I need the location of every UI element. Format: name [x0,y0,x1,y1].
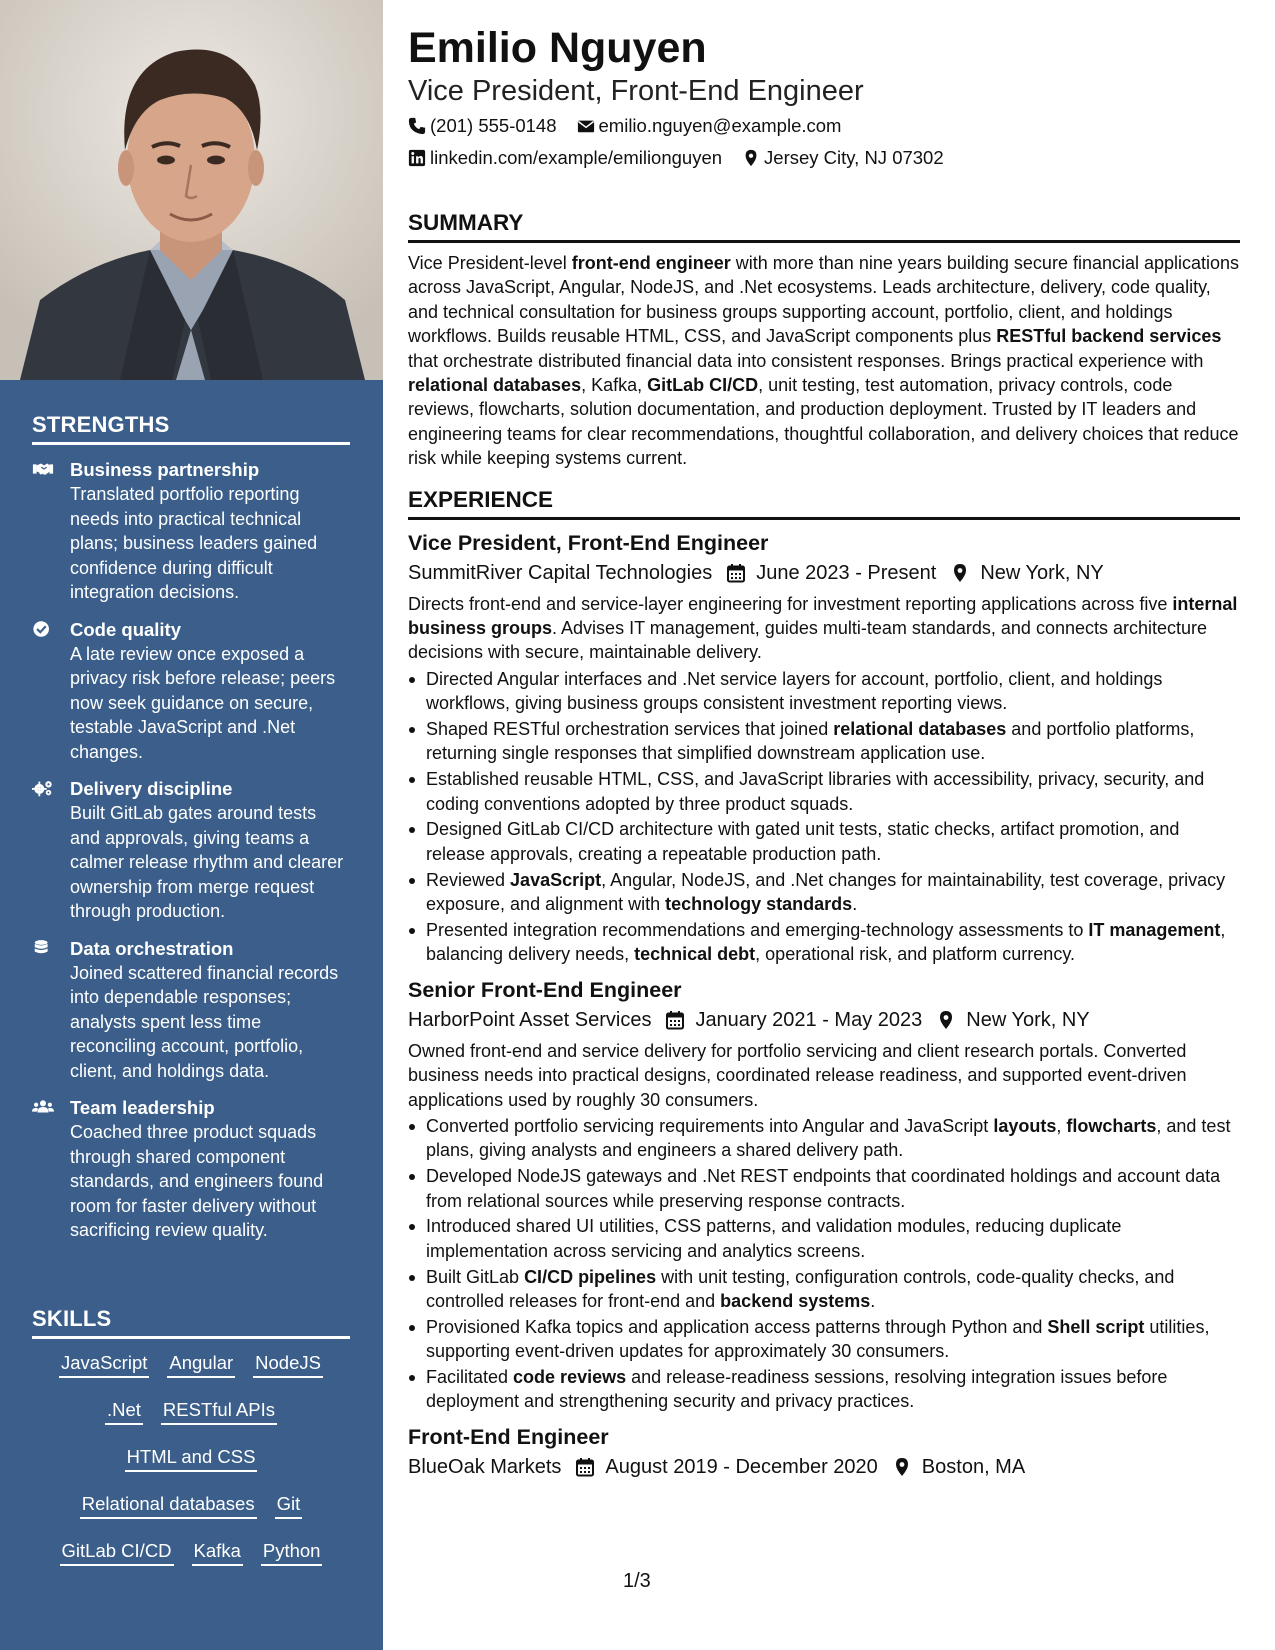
envelope-icon [577,117,595,135]
summary-section [408,210,1240,471]
job-entry [408,975,1240,1414]
calendar-icon [726,563,746,583]
strength-item [32,1095,350,1243]
sidebar [0,0,383,1650]
strengths-heading: STRENGTHS [32,412,350,445]
job-location: New York, NY [966,1008,1090,1031]
phone-contact[interactable] [408,112,557,140]
users-icon [32,1095,70,1243]
job-meta [408,1005,1240,1035]
email-contact[interactable] [577,112,842,140]
check-circle-icon [32,617,70,765]
job-entry [408,1422,1240,1482]
strength-item [32,776,350,924]
job-title: Vice President, Front-End Engineer [408,530,769,555]
job-company: HarborPoint Asset Services [408,1008,652,1031]
map-pin-icon [936,1010,956,1030]
job-bullets [408,667,1240,967]
phone-text: (201) 555-0148 [430,115,557,136]
bullet-item: Established reusable HTML, CSS, and JavaScript libraries with accessibility, privacy, security, and coding conventions adopted by three product squads. [408,767,1240,816]
skill-tag: HTML and CSS [125,1445,258,1472]
job-location: New York, NY [980,561,1104,584]
bullet-item: Reviewed JavaScript, Angular, NodeJS, and .Net changes for maintainability, test coverage, privacy exposure, and alignment with technology standards. [408,868,1240,917]
strength-title: Team leadership [70,1097,215,1118]
location-contact [742,144,944,172]
strength-text: Translated portfolio reporting needs into practical technical plans; business leaders gained confidence during difficult integration decisions. [70,484,318,602]
job-dates: January 2021 - May 2023 [695,1008,923,1031]
database-icon [32,936,70,1084]
skill-tag: NodeJS [253,1351,323,1378]
map-pin-icon [742,149,760,167]
skills-heading: SKILLS [32,1306,350,1339]
skill-tag: .Net [105,1398,143,1425]
contact-row [408,144,1240,172]
page-number: 1/3 [623,1570,651,1592]
summary-text: Vice President-level front-end engineer with more than nine years building secure financial applications across JavaScript, Angular, NodeJS, and .Net ecosystems. Leads architecture, delivery, code quality, and technical consultation for business groups supporting account, portfolio, client, and holdings workflows. Builds reusable HTML, CSS, and JavaScript components plus RESTful backend services that orchestrate distributed financial data into consistent responses. Brings practical experience with relational databases, Kafka, GitLab CI/CD, unit testing, test automation, privacy controls, code reviews, flowcharts, solution documentation, and production deployment. Trusted by IT leaders and engineering teams for clear recommendations, thoughtful collaboration, and delivery choices that reduce risk while keeping systems current. [408,253,1240,469]
job-title: Front-End Engineer [408,1424,609,1449]
calendar-icon [665,1010,685,1030]
skill-tag: Git [275,1492,303,1519]
strength-item [32,936,350,1084]
candidate-role: Vice President, Front-End Engineer [408,75,864,107]
calendar-icon [575,1457,595,1477]
strength-text: Coached three product squads through shared component standards, and engineers found room for faster delivery without sacrificing review quality. [70,1122,324,1240]
job-dates: August 2019 - December 2020 [605,1455,878,1478]
bullet-item: Introduced shared UI utilities, CSS patterns, and validation modules, reducing duplicate implementation across servicing and analytics screens. [408,1214,1240,1263]
main-content [408,22,1240,1486]
strength-item [32,457,350,605]
strength-title: Code quality [70,618,182,640]
strength-item [32,617,350,765]
skill-tag: Relational databases [80,1492,257,1519]
strength-text: Joined scattered financial records into dependable responses; analysts spent less time reconciling account, portfolio, client, and holdings data. [70,962,339,1081]
contact-row [408,112,1240,140]
job-title: Senior Front-End Engineer [408,977,682,1002]
skill-tag: GitLab CI/CD [60,1539,174,1566]
gears-icon [32,776,70,924]
job-meta [408,1452,1240,1482]
linkedin-icon [408,149,426,167]
job-description: Directs front-end and service-layer engineering for investment reporting applications across five internal business groups. Advises IT management, guides multi-team standards, and connects architecture decisions with secure, maintainable delivery. [408,593,1238,663]
bullet-item: Facilitated code reviews and release-readiness sessions, resolving integration issues before deployment and strengthening security and privacy practices. [408,1365,1240,1414]
job-dates: June 2023 - Present [756,561,937,584]
email-text: emilio.nguyen@example.com [598,115,842,136]
strength-text: A late review once exposed a privacy risk before release; peers now seek guidance on secure, testable JavaScript and .Net changes. [70,643,336,762]
job-description: Owned front-end and service delivery for portfolio servicing and client research portals. Converted business needs into practical designs, coordinated release readiness, and supported event-driven applications used by roughly 30 consumers. [408,1040,1187,1110]
skill-tag: Angular [167,1351,235,1378]
phone-icon [408,117,426,135]
bullet-item: Directed Angular interfaces and .Net service layers for account, portfolio, client, and holdings workflows, giving business groups consistent investment reporting views. [408,667,1240,716]
experience-heading: EXPERIENCE [408,487,1240,520]
bullet-item: Shaped RESTful orchestration services that joined relational databases and portfolio platforms, returning single responses that simplified downstream application use. [408,717,1240,766]
strengths-section [32,412,350,1255]
linkedin-text: linkedin.com/example/emilionguyen [430,147,723,168]
job-location: Boston, MA [921,1455,1026,1478]
job-company: BlueOak Markets [408,1455,562,1478]
experience-section [408,487,1240,1482]
skill-tag: Kafka [192,1539,243,1566]
profile-photo [0,0,383,380]
bullet-item: Converted portfolio servicing requirements into Angular and JavaScript layouts, flowcharts, and test plans, giving analysts and engineers a shared delivery path. [408,1114,1240,1163]
skill-tag: Python [261,1539,323,1566]
handshake-icon [32,457,70,605]
skills-list [32,1351,350,1586]
job-company: SummitRiver Capital Technologies [408,561,713,584]
bullet-item: Presented integration recommendations and emerging-technology assessments to IT management, balancing delivery needs, technical debt, operational risk, and platform currency. [408,918,1240,967]
strength-title: Data orchestration [70,937,234,959]
job-bullets [408,1114,1240,1414]
bullet-item: Designed GitLab CI/CD architecture with gated unit tests, static checks, artifact promotion, and release approvals, creating a repeatable production path. [408,817,1240,866]
map-pin-icon [892,1457,912,1477]
linkedin-contact[interactable] [408,144,722,172]
job-meta [408,558,1240,588]
strength-title: Business partnership [70,459,260,480]
bullet-item: Built GitLab CI/CD pipelines with unit testing, configuration controls, code-quality checks, and controlled releases for front-end and backend systems. [408,1265,1240,1314]
bullet-item: Provisioned Kafka topics and application access patterns through Python and Shell script utilities, supporting event-driven updates for approximately 30 consumers. [408,1315,1240,1364]
candidate-name: Emilio Nguyen [408,24,707,72]
job-entry [408,528,1240,967]
location-text: Jersey City, NJ 07302 [764,147,944,168]
map-pin-icon [950,563,970,583]
skill-tag: JavaScript [59,1351,149,1378]
strength-text: Built GitLab gates around tests and approvals, giving teams a calmer release rhythm and clearer ownership from merge request through production. [70,803,344,921]
bullet-item: Developed NodeJS gateways and .Net REST endpoints that coordinated holdings and account data from relational sources while preserving response contracts. [408,1164,1240,1213]
summary-heading: SUMMARY [408,210,1240,243]
strength-title: Delivery discipline [70,778,233,799]
skills-section [32,1306,350,1586]
skill-tag: RESTful APIs [161,1398,277,1425]
